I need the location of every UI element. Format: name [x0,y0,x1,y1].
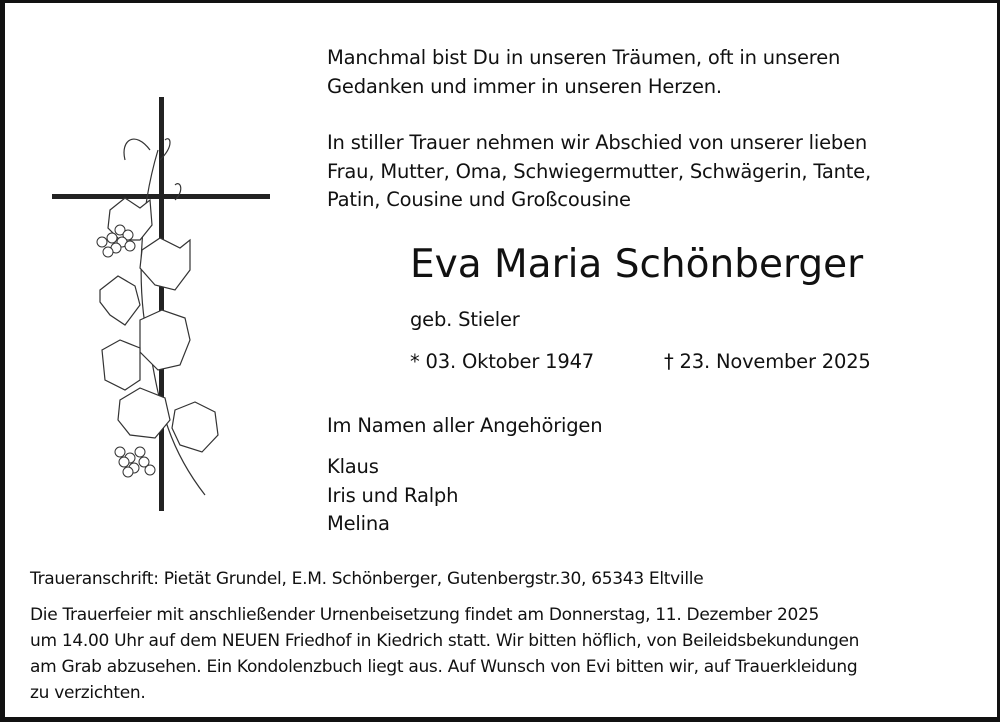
verse-line: Gedanken und immer in unseren Herzen. [327,74,722,98]
verse-line: Manchmal bist Du in unseren Träumen, oft in unseren [327,46,841,69]
funeral-info-line: am Grab abzusehen. Ein Kondolenzbuch liegt aus. Auf Wunsch von Evi bitten wir, auf Trauerkleidung [30,657,858,677]
funeral-info-line: zu verzichten. [30,683,146,703]
funeral-info-line: Die Trauerfeier mit anschließender Urnenbeisetzung findet am Donnerstag, 11. Dezember 2025 [30,605,820,625]
funeral-info-line: um 14.00 Uhr auf dem NEUEN Friedhof in Kiedrich statt. Wir bitten höflich, von Beileidsbekundungen [30,631,860,651]
mourner: Melina [327,512,390,535]
farewell-line: Frau, Mutter, Oma, Schwiegermutter, Schwägerin, Tante, [327,159,871,183]
mourners-intro: Im Namen aller Angehörigen [327,414,603,437]
cross-with-grapevine-icon [40,90,280,520]
mourning-address: Traueranschrift: Pietät Grundel, E.M. Schönberger, Gutenbergstr.30, 65343 Eltville [30,569,704,589]
farewell-line: In stiller Trauer nehmen wir Abschied von unserer lieben [327,131,868,154]
mourners-list [327,453,458,539]
deceased-name: Eva Maria Schönberger [410,242,864,287]
death-date: † 23. November 2025 [664,350,871,373]
verse [327,44,840,101]
farewell-text [327,129,871,215]
birth-date: * 03. Oktober 1947 [410,350,594,373]
mourner: Klaus [327,455,379,478]
funeral-info [30,602,859,706]
maiden-name: geb. Stieler [410,308,520,331]
farewell-line: Patin, Cousine und Großcousine [327,188,631,211]
mourner: Iris und Ralph [327,483,459,507]
